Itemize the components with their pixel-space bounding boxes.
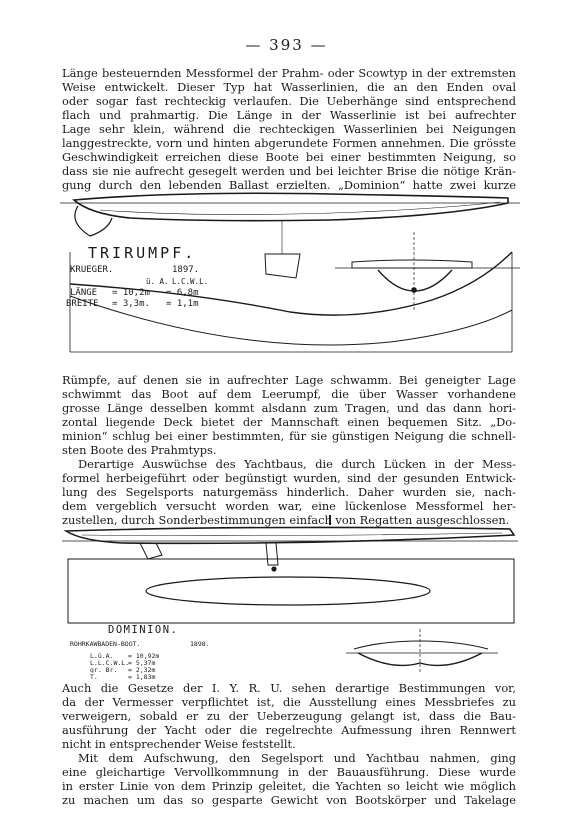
text-line: Mit dem Aufschwung, den Segelsport und Yachtbau nahmen, ging [78,751,516,765]
figure2-r1-value: = 10,92m [128,652,160,660]
text-line: gung durch den lebenden Ballast erzielten. „Dominion“ hatte zwei kurze [62,178,516,192]
text-line: dem vergeblich versucht worden war, eine lückenlose Messformel her- [62,499,516,513]
text-line: oder sogar fast rechteckig verlaufen. Die Ueberhänge sind entsprechend [62,94,516,108]
text-line: formel herbeigeführt oder begünstigt wurden, sind der gesunden Entwick- [62,471,516,485]
text-line: langgestreckte, vorn und hinten abgerundete Formen annehmen. Die grösste [62,136,516,150]
text-line: Derartige Auswüchse des Yachtbaus, die durch Lücken in der Mess- [78,457,516,471]
figure1-row2-v1: = 3,3m. [112,299,150,309]
page-number: — 393 — [245,36,328,54]
figure1-builder: KRUEGER. [70,265,114,275]
figure1-title: TRIRUMPF. [88,244,197,262]
text-line: Länge besteuernden Messformel der Prahm- oder Scowtyp in der extremsten [62,66,516,80]
text-line: flach und prahmartig. Die Länge in der Wasserlinie ist bei aufrechter [62,108,516,122]
figure2-year: 1898. [190,640,210,648]
figure2-title: DOMINION. [108,624,179,636]
text-line: ausführung der Yacht oder die regelrechte Aufmessung ihren Rennwert [62,723,516,737]
figure2-r2-value: = 5,37m [128,659,156,667]
figure2-r1-label: L.ü.A. [90,652,114,660]
paragraph-2 [62,373,516,457]
paragraph-1 [62,66,516,192]
text-line: dass sie nie aufrecht gesegelt werden und bei leichter Brise die nötige Krän- [62,164,516,178]
dominion-draft-row [62,673,262,681]
dominion-drawing [62,513,520,673]
text-line: zustellen, durch Sonderbestimmungen einfach von Regatten ausgeschlossen. [62,513,510,527]
figure2-r2-label: L.L.C.W.L. [90,659,130,667]
text-line: schwimmt das Boot auf dem Leerumpf, die über Wasser vorhandene [62,387,516,401]
text-line: Lage sehr klein, während die rechteckigen Wasserlinien bei Neigungen [62,122,516,136]
figure1-col2: L.C.W.L. [172,277,209,286]
text-line: verweigern, sobald er zu der Ueberzeugung gelangt ist, dass die Bau- [62,709,516,723]
figure1-col1: ü. A. [146,277,169,286]
text-line: zontal liegende Deck bietet der Mannschaft einen bequemen Sitz. „Do- [62,415,516,429]
paragraph-4 [62,681,516,751]
figure1-row1-v2: = 6,8m [166,288,199,298]
text-line: zu machen um das so gesparte Gewicht von Bootskörper und Takelage [62,793,516,807]
figure2-r3-value: = 2,32m [128,666,156,673]
figure2-subtitle: ROHRKAWBADEN-BOOT. [70,640,141,648]
text-line: sten Boote des Prahmtyps. [62,443,217,457]
trirumpf-drawing [60,192,520,370]
text-line: lung des Segelsports naturgemäss hinderlich. Daher wurden sie, nach- [62,485,516,499]
figure2-r3-label: gr. Br. [90,666,118,673]
text-line: Auch die Gesetze der I. Y. R. U. sehen derartige Bestimmungen vor, [62,681,516,695]
text-line: Rümpfe, auf denen sie in aufrechter Lage schwamm. Bei geneigter Lage [62,373,516,387]
figure1-row2-v2: = 1,1m [166,299,199,309]
figure1-year: 1897. [172,265,200,275]
text-line: Weise entwickelt. Dieser Typ hat Wasserlinien, die an den Enden oval [62,80,516,94]
figure2-r4-value: = 1,83m [128,673,156,681]
text-line: eine gleichartige Vervollkommnung in der Bauausführung. Diese wurde [62,765,516,779]
figure1-row2-label: BREITE [66,299,99,309]
text-line: grosse Länge desselben kommt alsdann zum Tragen, und das dann hori- [62,401,516,415]
figure2-r4-label: T. [90,673,98,681]
figure1-row1-v1: = 10,2m [112,288,150,298]
paragraph-5 [62,751,516,807]
text-line: Geschwindigkeit erreichen diese Boote bei einer bestimmten Neigung, so [62,150,516,164]
text-line: minion“ schlug bei einer bestimmten, für sie günstigen Neigung die schnell- [62,429,516,443]
text-line: da der Vermesser verpflichtet ist, die Ausstellung eines Messbriefes zu [62,695,516,709]
text-line: nicht in entsprechender Weise feststellt. [62,737,296,751]
text-line: in erster Linie von dem Prinzip geleitet, die Yachten so leicht wie möglich [62,779,516,793]
figure1-row1-label: LÄNGE [70,288,98,298]
